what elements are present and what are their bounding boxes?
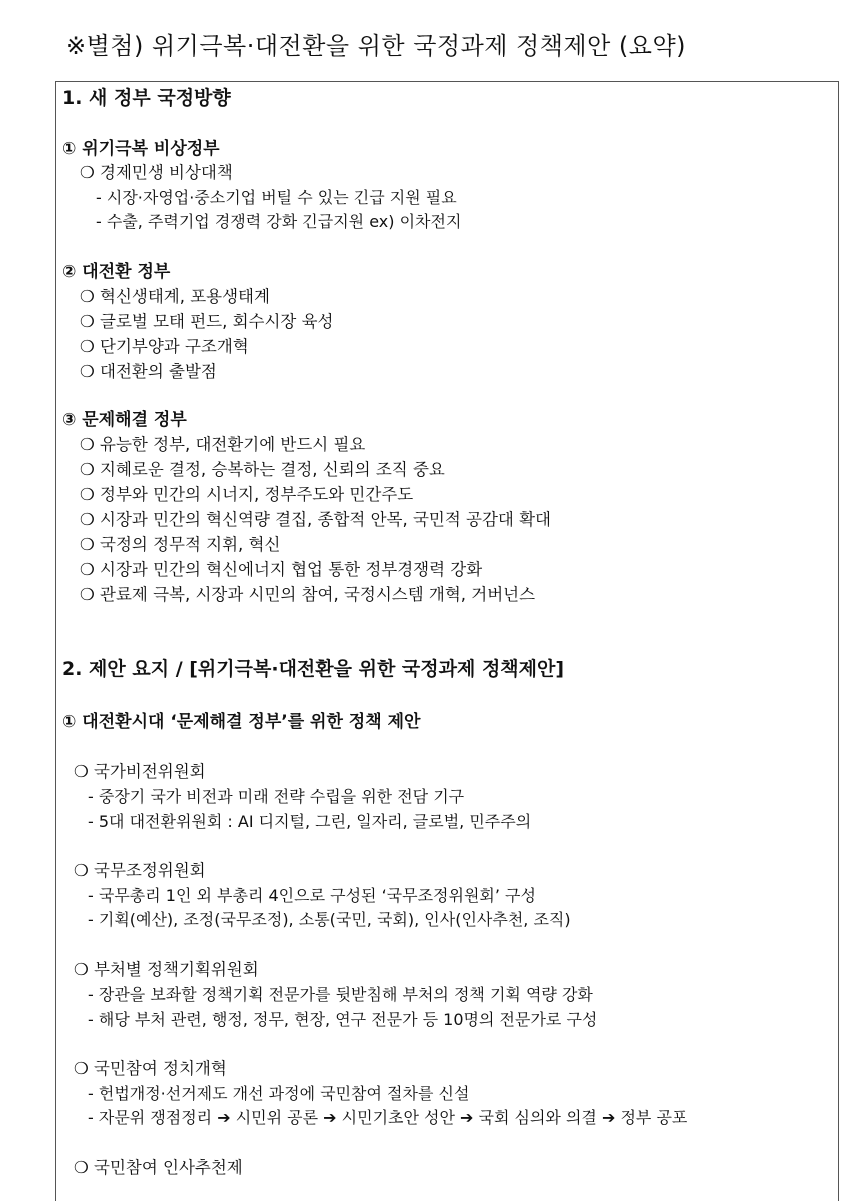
- proposal3-sub-1: - 장관을 보좌할 정책기획 전문가를 뒷받침해 부처의 정책 기획 역량 강화: [88, 985, 593, 1004]
- group3-item-7: ❍ 관료제 극복, 시장과 시민의 참여, 국정시스템 개혁, 거버넌스: [80, 585, 536, 604]
- proposal4-sub-2: - 자문위 쟁점정리 ➔ 시민위 공론 ➔ 시민기초안 성안 ➔ 국회 심의와 의결 ➔ 정부 공포: [88, 1108, 688, 1127]
- proposal5-item: ❍ 국민참여 인사추천제: [74, 1158, 243, 1177]
- group3-item-2: ❍ 지혜로운 결정, 승복하는 결정, 신뢰의 조직 중요: [80, 460, 445, 479]
- section2-subheading: ① 대전환시대 ‘문제해결 정부’를 위한 정책 제안: [62, 712, 421, 732]
- proposal3-sub-2: - 해당 부처 관련, 행정, 정무, 현장, 연구 전문가 등 10명의 전문가로 구성: [88, 1010, 598, 1029]
- group3-item-3: ❍ 정부와 민간의 시너지, 정부주도와 민간주도: [80, 485, 414, 504]
- group1-sub-2: - 수출, 주력기업 경쟁력 강화 긴급지원 ex) 이차전지: [96, 212, 462, 231]
- group3-item-6: ❍ 시장과 민간의 혁신에너지 협업 통한 정부경쟁력 강화: [80, 560, 483, 579]
- group2-title: ② 대전환 정부: [62, 262, 171, 282]
- group3-item-5: ❍ 국정의 정무적 지휘, 혁신: [80, 535, 281, 554]
- group2-item-3: ❍ 단기부양과 구조개혁: [80, 337, 249, 356]
- proposal1-sub-1: - 중장기 국가 비전과 미래 전략 수립을 위한 전담 기구: [88, 787, 465, 806]
- group1-title: ① 위기극복 비상정부: [62, 139, 220, 159]
- proposal3-item: ❍ 부처별 정책기획위원회: [74, 960, 259, 979]
- group1-item: ❍ 경제민생 비상대책: [80, 163, 233, 182]
- group3-title: ③ 문제해결 정부: [62, 410, 187, 430]
- group3-item-4: ❍ 시장과 민간의 혁신역량 결집, 종합적 안목, 국민적 공감대 확대: [80, 510, 551, 529]
- proposal2-item: ❍ 국무조정위원회: [74, 861, 206, 880]
- section2-heading: 2. 제안 요지 / [위기극복·대전환을 위한 국정과제 정책제안]: [62, 658, 565, 680]
- document-title: ※별첨) 위기극복·대전환을 위한 국정과제 정책제안 (요약): [66, 32, 687, 60]
- content-box: [55, 81, 839, 1201]
- group1-sub-1: - 시장·자영업·중소기업 버틸 수 있는 긴급 지원 필요: [96, 188, 457, 207]
- group2-item-2: ❍ 글로벌 모태 펀드, 회수시장 육성: [80, 312, 334, 331]
- section1-heading: 1. 새 정부 국정방향: [62, 87, 231, 109]
- proposal2-sub-1: - 국무총리 1인 외 부총리 4인으로 구성된 ‘국무조정위원회’ 구성: [88, 886, 536, 905]
- proposal1-item: ❍ 국가비전위원회: [74, 762, 206, 781]
- group2-item-1: ❍ 혁신생태계, 포용생태계: [80, 287, 270, 306]
- proposal4-sub-1: - 헌법개정·선거제도 개선 과정에 국민참여 절차를 신설: [88, 1084, 470, 1103]
- proposal4-item: ❍ 국민참여 정치개혁: [74, 1059, 227, 1078]
- proposal1-sub-2: - 5대 대전환위원회 : AI 디지털, 그린, 일자리, 글로벌, 민주주의: [88, 812, 532, 831]
- group2-item-4: ❍ 대전환의 출발점: [80, 362, 217, 381]
- group3-item-1: ❍ 유능한 정부, 대전환기에 반드시 필요: [80, 435, 366, 454]
- proposal2-sub-2: - 기획(예산), 조정(국무조정), 소통(국민, 국회), 인사(인사추천, 조직): [88, 910, 571, 929]
